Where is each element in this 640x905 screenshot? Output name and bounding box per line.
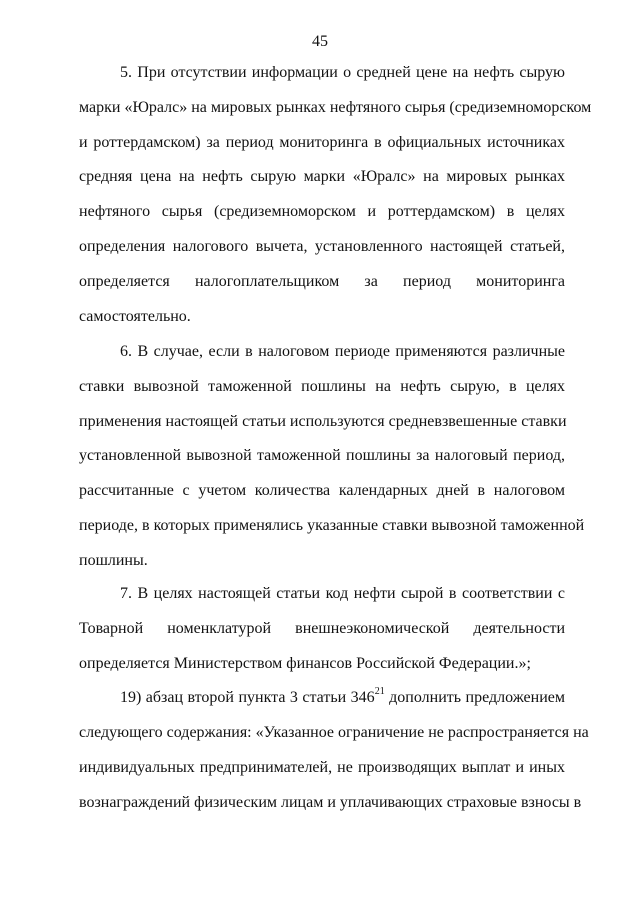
paragraph-6-line-1: 6. В случае, если в налоговом периоде применяются различные: [120, 343, 565, 360]
paragraph-6-line-7: пошлины.: [79, 552, 148, 569]
paragraph-6-line-2: ставки вывозной таможенной пошлины на нефть сырую, в целях: [79, 378, 565, 395]
paragraph-5-line-5: нефтяного сырья (средиземноморском и роттердамском) в целях: [79, 203, 565, 220]
paragraph-5-line-2: марки «Юралс» на мировых рынках нефтяного сырья (средиземноморском: [79, 99, 592, 116]
item-19-line-1: [120, 686, 565, 710]
paragraph-6-line-6: периоде, в которых применялись указанные ставки вывозной таможенной: [79, 517, 585, 534]
paragraph-5-line-4: средняя цена на нефть сырую марки «Юралс» на мировых рынках: [79, 168, 565, 185]
paragraph-6-line-5: рассчитанные с учетом количества календарных дней в налоговом: [79, 482, 565, 499]
paragraph-5-line-8: самостоятельно.: [79, 308, 191, 325]
item-19-line-4: вознаграждений физическим лицам и уплачивающих страховые взносы в: [79, 794, 582, 811]
article-superscript: 21: [374, 686, 385, 697]
paragraph-7-line-2: Товарной номенклатурой внешнеэкономической деятельности: [79, 620, 565, 637]
paragraph-6-line-3: применения настоящей статьи используются средневзвешенные ставки: [79, 413, 567, 430]
item-19-text-after: дополнить предложением: [384, 689, 565, 706]
paragraph-5-line-6: определения налогового вычета, установленного настоящей статьей,: [79, 238, 565, 255]
item-19-text-before: 19) абзац второй пункта 3 статьи 346: [120, 689, 375, 706]
paragraph-6-line-4: установленной вывозной таможенной пошлины за налоговый период,: [79, 447, 565, 464]
paragraph-7-line-3: определяется Министерством финансов Российской Федерации.»;: [79, 655, 531, 672]
paragraph-7-line-1: 7. В целях настоящей статьи код нефти сырой в соответствии с: [120, 585, 565, 602]
paragraph-5-line-1: 5. При отсутствии информации о средней цене на нефть сырую: [120, 64, 565, 81]
item-19-line-3: индивидуальных предпринимателей, не производящих выплат и иных: [79, 759, 565, 776]
item-19-line-2: следующего содержания: «Указанное ограничение не распространяется на: [79, 724, 589, 741]
paragraph-5-line-3: и роттердамском) за период мониторинга в официальных источниках: [79, 134, 565, 151]
paragraph-5-line-7: определяется налогоплательщиком за период мониторинга: [79, 273, 565, 290]
page-number: 45: [312, 33, 328, 50]
